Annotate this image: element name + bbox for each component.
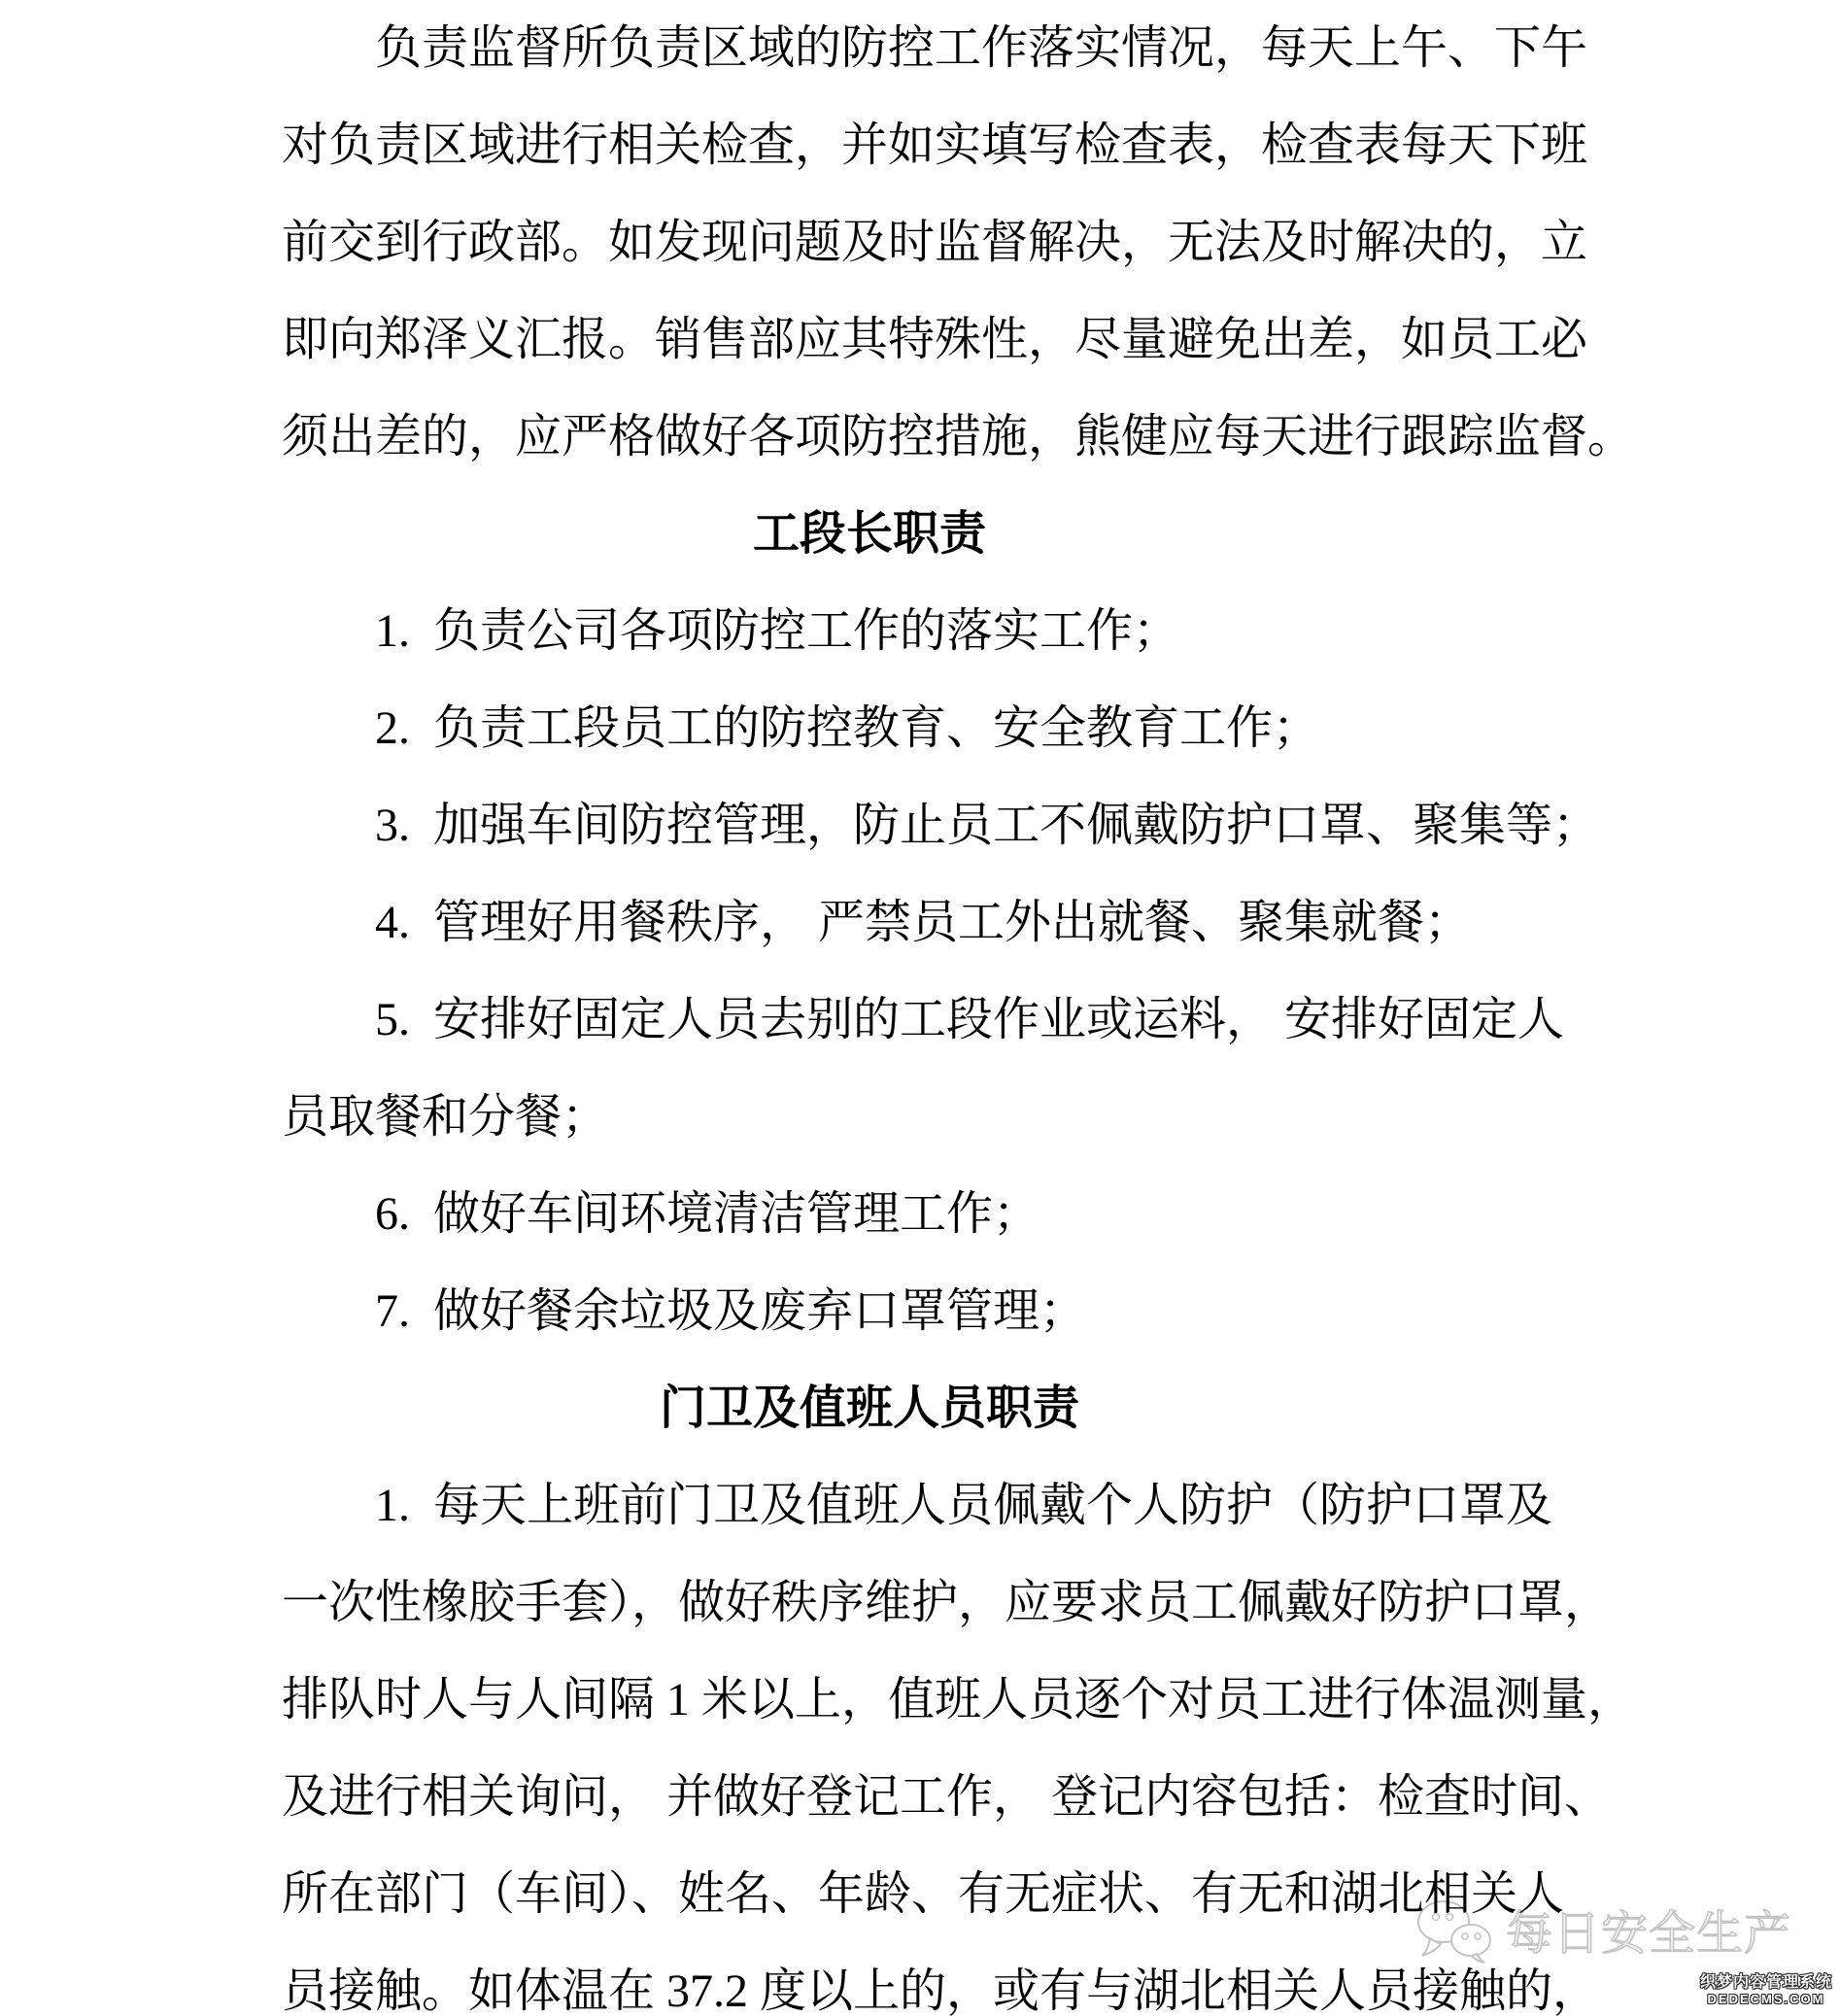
text-line: 须出差的，应严格做好各项防控措施，熊健应每天进行跟踪监督。 (282, 411, 1635, 462)
text-line: 对负责区域进行相关检查，并如实填写检查表，检查表每天下班 (282, 120, 1588, 171)
text-line: 前交到行政部。如发现问题及时监督解决，无法及时解决的，立 (282, 217, 1588, 268)
list-item-line: 1. 每天上班前门卫及值班人员佩戴个人防护（防护口罩及 (375, 1480, 1553, 1531)
cms-watermark (1700, 1974, 1832, 2006)
list-item-line: 3. 加强车间防控管理，防止员工不佩戴防护口罩、聚集等； (375, 800, 1600, 851)
list-item-continuation-line: 及进行相关询问， 并做好登记工作， 登记内容包括：检查时间、 (282, 1771, 1612, 1823)
list-item-continuation-line: 一次性橡胶手套），做好秩序维护，应要求员工佩戴好防护口罩， (282, 1577, 1612, 1628)
list-item-line: 7. 做好餐余垃圾及废弃口罩管理； (375, 1285, 1087, 1337)
list-item-continuation-line: 所在部门（车间）、姓名、年龄、有无症状、有无和湖北相关人 (282, 1868, 1565, 1920)
cms-watermark-name: 织梦内容管理系统 (1699, 1974, 1832, 1991)
list-item-line: 6. 做好车间环境清洁管理工作； (375, 1188, 1040, 1240)
section-title: 门卫及值班人员职责 (659, 1383, 1079, 1434)
section-title: 工段长职责 (752, 508, 986, 560)
list-item-continuation-line: 员接触。如体温在 37.2 度以上的，或有与湖北相关人员接触的， (282, 1965, 1600, 2016)
wechat-watermark-label: 每日安全生产 (1506, 1907, 1792, 1960)
text-line: 即向郑泽义汇报。销售部应其特殊性，尽量避免出差，如员工必 (282, 314, 1588, 365)
list-item-continuation-line: 排队时人与人间隔 1 米以上，值班人员逐个对员工进行体温测量， (282, 1674, 1635, 1726)
cms-watermark-domain: DEDECMS.COM (1707, 1992, 1825, 2006)
list-item-line: 5. 安排好固定人员去别的工段作业或运料， 安排好固定人 (375, 994, 1565, 1045)
text-line: 负责监督所负责区域的防控工作落实情况，每天上午、下午 (375, 22, 1588, 74)
list-item-line: 2. 负责工段员工的防控教育、安全教育工作； (375, 702, 1320, 754)
document-body (282, 0, 1635, 2016)
list-item-line: 4. 管理好用餐秩序， 严禁员工外出就餐、聚集就餐； (375, 897, 1472, 948)
list-item-continuation-line: 员取餐和分餐； (282, 1091, 609, 1143)
list-item-line: 1. 负责公司各项防控工作的落实工作； (375, 605, 1180, 657)
